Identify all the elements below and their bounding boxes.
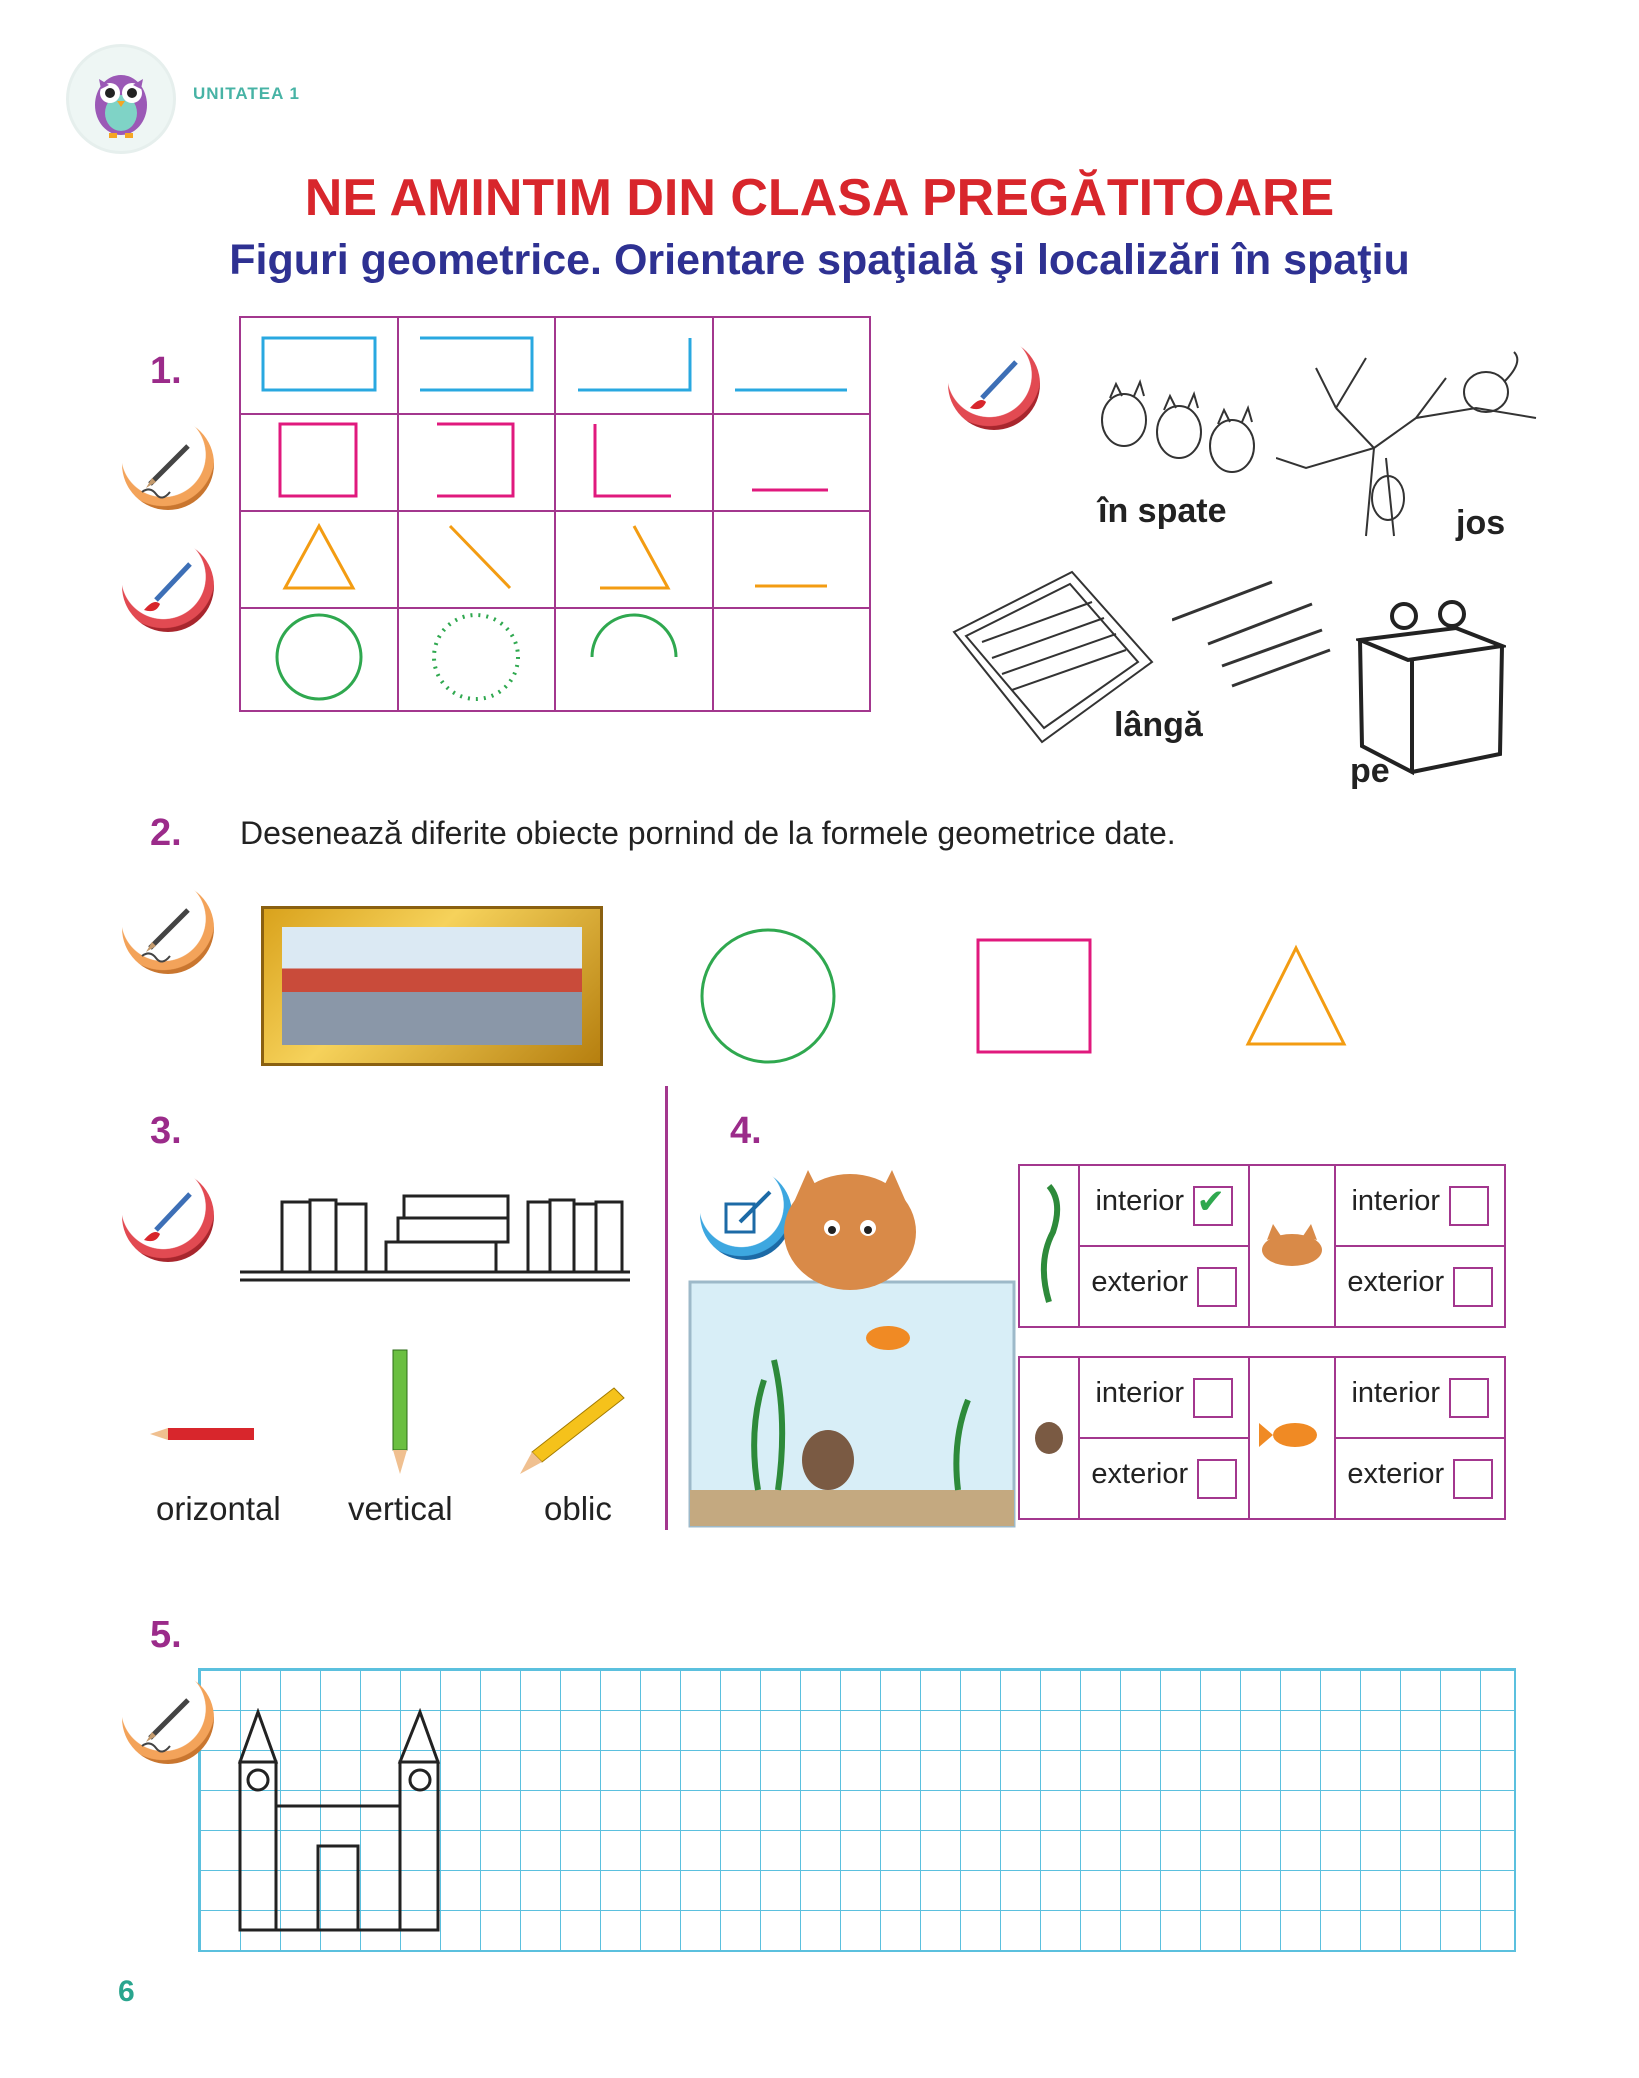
loose-pencils-drawing-icon: [1172, 580, 1332, 690]
vertical-pencil-icon: [388, 1348, 412, 1478]
shape-square-open: [398, 414, 556, 511]
shape-rectangle-line: [713, 317, 871, 414]
goldfish-cell: [1249, 1357, 1335, 1519]
checkmark-icon: ✔: [1196, 1182, 1226, 1221]
shape-empty-cell: [713, 608, 871, 711]
cat-aquarium-illustration: [688, 1170, 1018, 1530]
brush-badge-icon: [122, 540, 214, 632]
exterior-checkbox-shell[interactable]: [1197, 1459, 1237, 1499]
interior-checkbox-seaweed[interactable]: [1193, 1182, 1233, 1226]
shape-circle-full: [240, 608, 398, 711]
shape-rectangle-open: [398, 317, 556, 414]
interior-checkbox-cat[interactable]: [1449, 1186, 1489, 1226]
position-label-down: jos: [1456, 504, 1506, 542]
exercise-3-number: 3.: [150, 1110, 182, 1152]
exterior-checkbox-goldfish[interactable]: [1453, 1459, 1493, 1499]
shape-triangle-line: [713, 511, 871, 608]
goldfish-icon: [1257, 1413, 1327, 1459]
shape-square-line: [713, 414, 871, 511]
shape-square-corner: [555, 414, 713, 511]
position-label-beside: lângă: [1114, 706, 1203, 744]
page-subtitle: Figuri geometrice. Orientare spaţială şi localizări în spaţiu: [229, 236, 1410, 284]
exercise-5-number: 5.: [150, 1614, 182, 1656]
page-title: NE AMINTIM DIN CLASA PREGĂTITOARE: [304, 169, 1335, 227]
owl-logo-icon: [66, 44, 176, 154]
interior-exterior-table-top: [1018, 1164, 1506, 1328]
tree-squirrel-drawing-icon: [1276, 348, 1546, 538]
interior-label: interior: [1095, 1377, 1185, 1410]
interior-label: interior: [1351, 1377, 1441, 1410]
option-cell: [1079, 1438, 1249, 1519]
cat-icon: [1257, 1222, 1327, 1266]
pencil-badge-icon: [122, 1672, 214, 1764]
interior-checkbox-goldfish[interactable]: [1449, 1378, 1489, 1418]
direction-label-vertical: vertical: [348, 1490, 453, 1527]
interior-exterior-table-bottom: [1018, 1356, 1506, 1520]
section-divider: [665, 1086, 668, 1530]
option-cell: [1335, 1357, 1505, 1438]
cat-cell: [1249, 1165, 1335, 1327]
exercise-2-number: 2.: [150, 812, 182, 854]
shape-circle-dotted: [398, 608, 556, 711]
shape-rectangle-corner: [555, 317, 713, 414]
shape-circle-arc: [555, 608, 713, 711]
castle-model-drawing: [236, 1708, 442, 1934]
exterior-label: exterior: [1347, 1458, 1445, 1491]
direction-label-horizontal: orizontal: [156, 1490, 281, 1527]
shell-icon: [1029, 1416, 1069, 1456]
position-label-behind: în spate: [1098, 492, 1227, 530]
exterior-label: exterior: [1091, 1266, 1189, 1299]
option-cell: [1335, 1165, 1505, 1246]
shell-cell: [1019, 1357, 1079, 1519]
brush-badge-icon: [122, 1170, 214, 1262]
framed-street-picture: [261, 906, 603, 1066]
seaweed-cell: [1019, 1165, 1079, 1327]
circle-shape: [698, 926, 838, 1071]
shape-triangle-full: [240, 511, 398, 608]
shape-square-full: [240, 414, 398, 511]
wolves-drawing-icon: [1084, 350, 1264, 490]
unit-label: UNITATEA 1: [193, 84, 300, 103]
oblique-pencil-icon: [518, 1386, 628, 1476]
pencil-badge-icon: [122, 418, 214, 510]
pencil-badge-icon: [122, 882, 214, 974]
option-cell: [1079, 1246, 1249, 1327]
interior-label: interior: [1351, 1185, 1441, 1218]
interior-checkbox-shell[interactable]: [1193, 1378, 1233, 1418]
brush-badge-icon: [948, 338, 1040, 430]
position-label-on: pe: [1350, 752, 1390, 790]
exercise-2-instruction: Desenează diferite obiecte pornind de la formele geometrice date.: [240, 815, 1176, 851]
horizontal-pencil-icon: [148, 1422, 260, 1446]
square-shape: [976, 938, 1096, 1063]
page-number: 6: [118, 1975, 135, 2008]
exterior-checkbox-seaweed[interactable]: [1197, 1267, 1237, 1307]
exterior-label: exterior: [1347, 1266, 1445, 1299]
interior-label: interior: [1095, 1185, 1185, 1218]
option-cell: [1079, 1357, 1249, 1438]
exterior-checkbox-cat[interactable]: [1453, 1267, 1493, 1307]
seaweed-icon: [1029, 1184, 1069, 1304]
shape-triangle-side: [398, 511, 556, 608]
direction-label-oblique: oblic: [544, 1490, 612, 1527]
triangle-shape: [1244, 944, 1348, 1053]
exercise-1-number: 1.: [150, 350, 182, 392]
shapes-grid: [239, 316, 871, 712]
exterior-label: exterior: [1091, 1458, 1189, 1491]
exercise-4-number: 4.: [730, 1110, 762, 1152]
option-cell: [1335, 1246, 1505, 1327]
shape-triangle-angle: [555, 511, 713, 608]
box-apples-drawing-icon: [1356, 586, 1506, 776]
option-cell: [1335, 1438, 1505, 1519]
shape-rectangle-full: [240, 317, 398, 414]
bookshelf-drawing-icon: [238, 1188, 632, 1288]
option-cell: [1079, 1165, 1249, 1246]
